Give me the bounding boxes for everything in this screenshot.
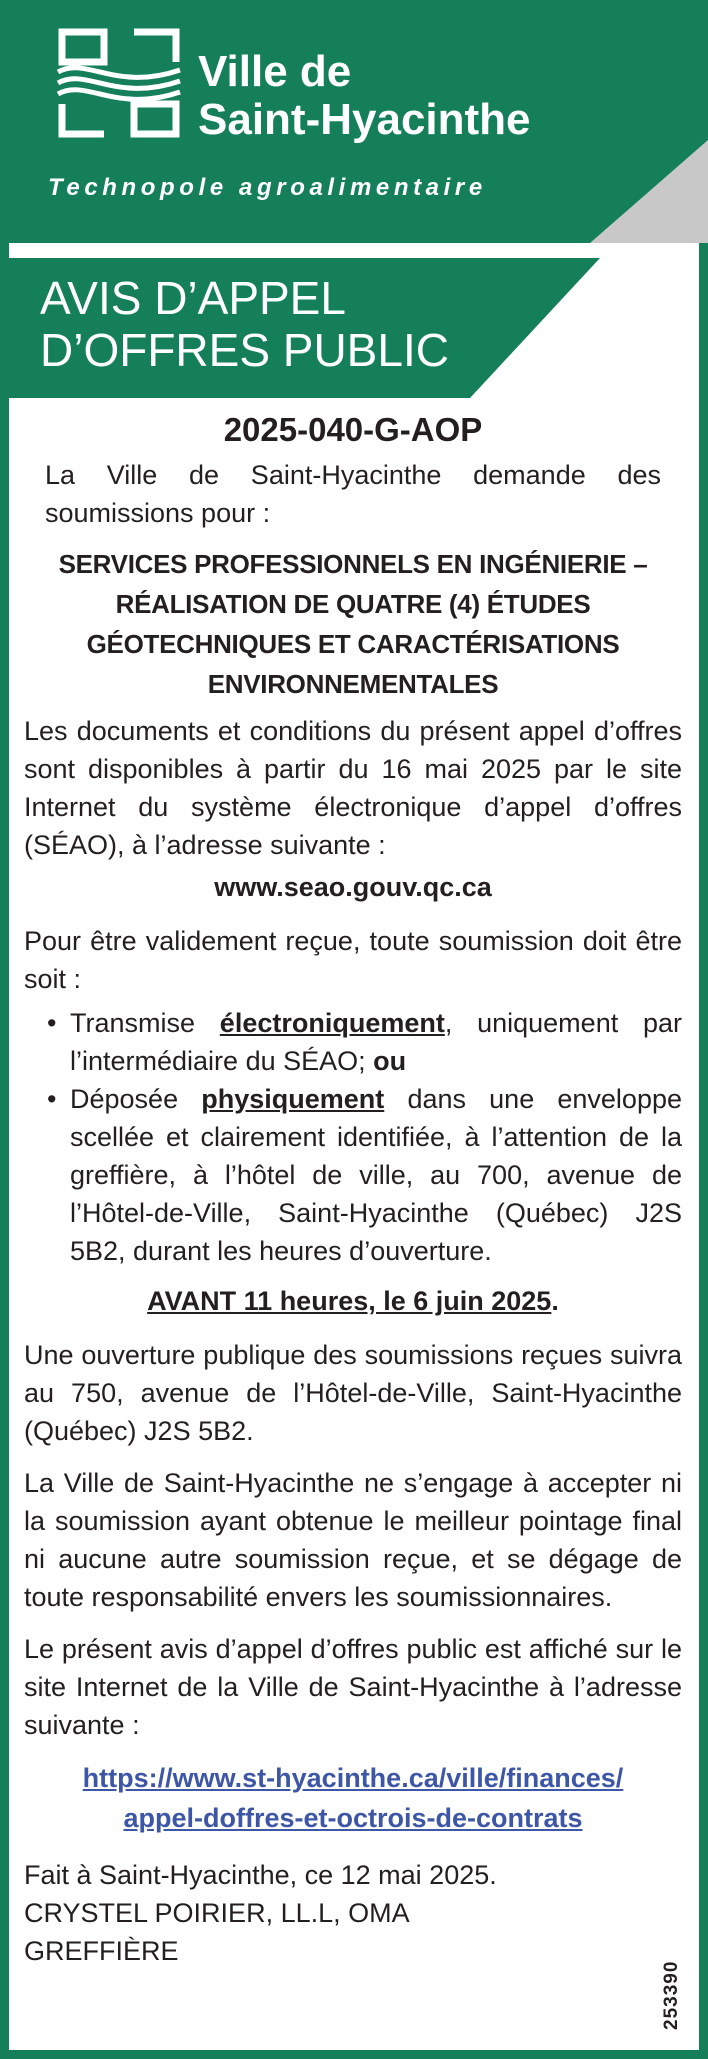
option-suffix: dans une enveloppe scellée et clairement identifiée, à l’attention de la greffière, à l’hôtel de ville, au 700, avenue de l’Hôtel-de-Ville, Saint-Hyacinthe (Québec) J2S 5B2, durant les heures d’ouverture.: [70, 1084, 682, 1266]
subject-line: GÉOTECHNIQUES ET CARACTÉRISATIONS: [86, 629, 620, 659]
subject-line: SERVICES PROFESSIONNELS EN INGÉNIERIE –: [58, 549, 648, 579]
website-link-line1[interactable]: https://www.st-hyacinthe.ca/ville/finances/: [82, 1763, 624, 1793]
website-link[interactable]: [24, 1758, 682, 1838]
intro-text: La Ville de Saint-Hyacinthe demande des soumissions pour :: [45, 460, 661, 528]
option-electronic: [70, 1004, 682, 1080]
option-suffix: , uniquement par l’intermédiaire du SÉAO;: [70, 1008, 682, 1076]
tender-subject: [24, 544, 682, 704]
reference-number: 2025-040-G-AOP: [223, 411, 483, 448]
notice-body: [24, 408, 682, 1970]
disclaimer-paragraph: La Ville de Saint-Hyacinthe ne s’engage à accepter ni la soumission ayant obtenue le meilleur pointage final ni aucune autre soumission reçue, et se dégage de toute responsabilité envers les soumissionnaires.: [24, 1468, 682, 1612]
deadline: [24, 1282, 682, 1320]
option-emphasis: électroniquement: [219, 1008, 445, 1038]
notice-title: [40, 272, 449, 376]
opening-paragraph: Une ouverture publique des soumissions reçues suivra au 750, avenue de l’Hôtel-de-Ville, Saint-Hyacinthe (Québec) J2S 5B2.: [24, 1340, 682, 1446]
submission-intro: Pour être validement reçue, toute soumission doit être soit :: [24, 926, 682, 994]
option-physical: [70, 1080, 682, 1270]
city-name-line1: Ville de: [198, 47, 352, 96]
website-link-line2[interactable]: appel-doffres-et-octrois-de-contrats: [123, 1803, 583, 1833]
city-logo-icon: [56, 26, 182, 140]
signatory-name: CRYSTEL POIRIER, LL.L, OMA: [24, 1898, 410, 1928]
option-or: ou: [373, 1046, 407, 1076]
option-prefix: Déposée: [70, 1084, 202, 1114]
documents-paragraph: Les documents et conditions du présent appel d’offres sont disponibles à partir du 16 mai 2025 par le site Internet du système électronique d’appel d’offres (SÉAO), à l’adresse suivante :: [24, 716, 682, 860]
tagline: Technopole agroalimentaire: [48, 174, 487, 201]
option-prefix: Transmise: [70, 1008, 220, 1038]
signed-place-date: Fait à Saint-Hyacinthe, ce 12 mai 2025.: [24, 1860, 497, 1890]
subject-line: RÉALISATION DE QUATRE (4) ÉTUDES: [115, 589, 591, 619]
signatory-title: GREFFIÈRE: [24, 1936, 179, 1966]
deadline-end: .: [551, 1286, 559, 1316]
notice-title-line2: D’OFFRES PUBLIC: [40, 324, 449, 376]
city-name: [198, 48, 531, 144]
deadline-text: AVANT 11 heures, le 6 juin 2025: [147, 1286, 552, 1316]
ad-number: 253390: [661, 1960, 682, 2030]
seao-link[interactable]: www.seao.gouv.qc.ca: [214, 872, 492, 902]
posting-paragraph: Le présent avis d’appel d’offres public est affiché sur le site Internet de la Ville de Saint-Hyacinthe à l’adresse suivante :: [24, 1634, 682, 1740]
option-emphasis: physiquement: [201, 1084, 385, 1114]
notice-title-line1: AVIS D’APPEL: [40, 272, 346, 324]
submission-options: [24, 1004, 682, 1270]
city-name-line2: Saint-Hyacinthe: [198, 95, 531, 144]
subject-line: ENVIRONNEMENTALES: [207, 669, 499, 699]
